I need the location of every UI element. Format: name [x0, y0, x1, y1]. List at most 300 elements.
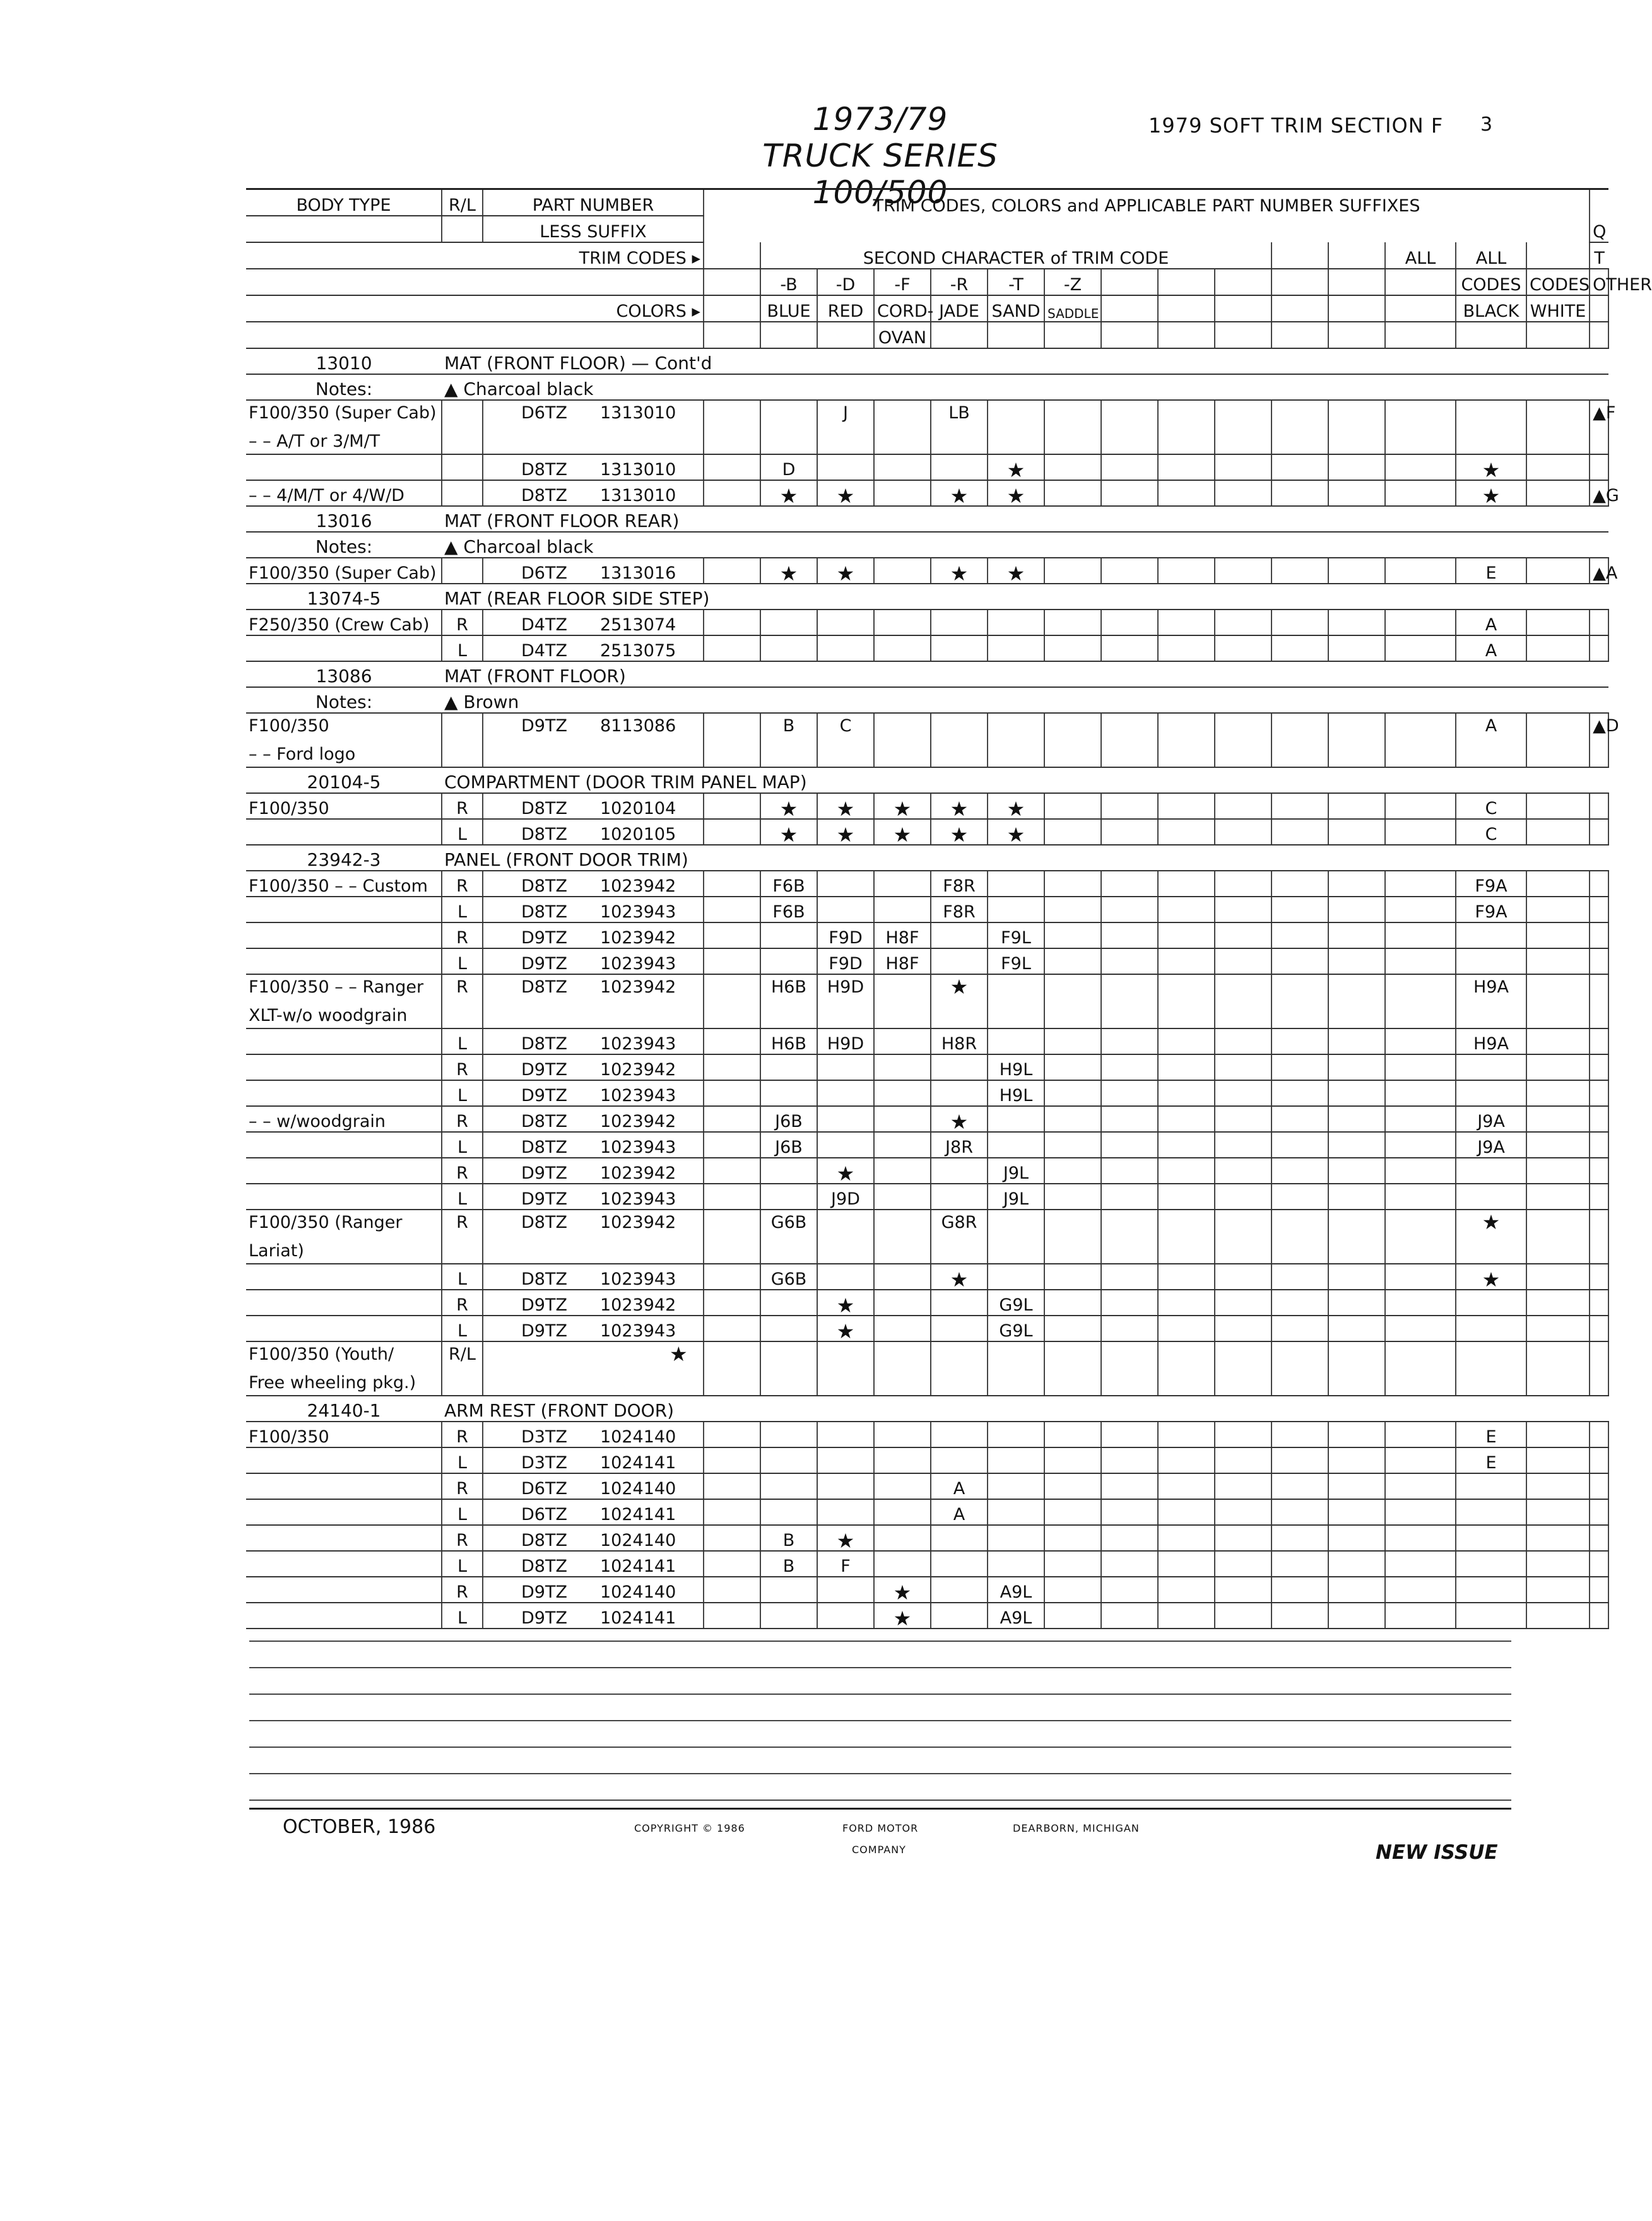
black-code-cell: ★: [1456, 1210, 1526, 1264]
trim-code-cell-6: [1101, 1264, 1158, 1290]
trim-code-cell-1: H9D: [817, 974, 874, 1028]
rl-cell: R: [442, 871, 483, 897]
part-prefix: D3TZ: [521, 1453, 567, 1473]
footer-rule: [249, 1808, 1511, 1810]
table-row: [246, 480, 1608, 506]
trim-code-cell-7: [1158, 635, 1215, 661]
trim-code-cell-9: [1271, 793, 1328, 819]
white-code-cell: [1526, 948, 1590, 974]
part-number: 1024140: [600, 1427, 676, 1447]
trim-code-cell-9: [1271, 897, 1328, 922]
part-number-cell: [483, 1525, 704, 1551]
rl-cell: R: [442, 1106, 483, 1132]
table-row: [246, 897, 1608, 922]
trim-code-cell-11: [1385, 1473, 1456, 1499]
trim-code-cell-8: [1215, 922, 1271, 948]
trim-code-cell-6: [1101, 1184, 1158, 1210]
trim-code-cell-5: [1044, 1132, 1101, 1158]
trim-code-cell-7: [1158, 1316, 1215, 1341]
trim-code-cell-8: [1215, 1525, 1271, 1551]
trim-code-cell-11: [1385, 871, 1456, 897]
other-code-cell: [1590, 871, 1608, 897]
other-code-cell: [1590, 1106, 1608, 1132]
part-prefix: D8TZ: [521, 1531, 567, 1550]
part-number-cell: [483, 793, 704, 819]
rl-cell: R: [442, 1054, 483, 1080]
section-description: MAT (FRONT FLOOR REAR): [442, 506, 1608, 532]
trim-code-cell-8: [1215, 1054, 1271, 1080]
trim-code-cell-5: [1044, 922, 1101, 948]
white-code-cell: [1526, 1080, 1590, 1106]
trim-code-cell-10: [1328, 1603, 1385, 1629]
part-number: 1023943: [600, 1189, 676, 1209]
trim-code-cell-7: [1158, 1264, 1215, 1290]
trim-code-cell-5: [1044, 819, 1101, 845]
trim-code-cell-6: [1101, 948, 1158, 974]
qty-q: Q: [1590, 216, 1608, 242]
section-heading-row: [246, 506, 1608, 532]
part-prefix: D8TZ: [521, 1138, 567, 1157]
trim-code-cell-6: [1101, 897, 1158, 922]
white-code-cell: [1526, 897, 1590, 922]
section-number: 13010: [246, 348, 442, 374]
trim-code-cell-4: [988, 610, 1044, 635]
rl-cell: L: [442, 1447, 483, 1473]
table-row: [246, 1551, 1608, 1577]
section-number: 13016: [246, 506, 442, 532]
trim-code-cell-2: [874, 1290, 931, 1316]
trim-code-cell-7: [1158, 1341, 1215, 1396]
body-type-cell: [246, 948, 442, 974]
trim-code-cell-4: [988, 1499, 1044, 1525]
trim-code-cell-1: [817, 454, 874, 480]
trim-code-cell-9: [1271, 1106, 1328, 1132]
part-number-cell: [483, 1080, 704, 1106]
trim-code-cell-2: H8F: [874, 948, 931, 974]
trim-code-cell-5: [1044, 1264, 1101, 1290]
col-body-type: BODY TYPE: [246, 189, 442, 216]
trim-code-cell-6: [1101, 454, 1158, 480]
trim-code-cell-3: [931, 1341, 988, 1396]
rl-cell: R: [442, 922, 483, 948]
trim-code-cell-6: [1101, 1316, 1158, 1341]
notes-label: Notes:: [246, 532, 442, 558]
body-type: – – w/woodgrain: [249, 1112, 386, 1131]
trim-code-cell-9: [1271, 1290, 1328, 1316]
white-code-cell: [1526, 1499, 1590, 1525]
part-prefix: D8TZ: [521, 902, 567, 922]
trim-code-cell-9: [1271, 1132, 1328, 1158]
other-code-cell: ▲G: [1590, 480, 1608, 506]
trim-code-cell-9: [1271, 1080, 1328, 1106]
color-col2-2: OVAN: [874, 322, 931, 348]
trim-code-cell-3: [931, 1054, 988, 1080]
qty-t: T: [1590, 242, 1608, 269]
rl-cell: R: [442, 1525, 483, 1551]
section-number: 24140-1: [246, 1396, 442, 1422]
trim-code-cell-11: [1385, 1551, 1456, 1577]
trim-code-cell-3: [931, 713, 988, 767]
trim-code-cell-6: [1101, 1054, 1158, 1080]
trim-code-cell-0: [760, 1341, 817, 1396]
rl-cell: L: [442, 635, 483, 661]
trim-code-cell-0: [760, 1184, 817, 1210]
trim-code-cell-1: [817, 897, 874, 922]
section-label: 1979 SOFT TRIM SECTION F: [1148, 114, 1444, 138]
body-type-cell: [246, 454, 442, 480]
trim-code-cell-3: [931, 454, 988, 480]
trim-code-cell-3: [931, 1290, 988, 1316]
trim-code-cell-3: [931, 635, 988, 661]
other-code-cell: [1590, 897, 1608, 922]
trim-code-cell-5: [1044, 1316, 1101, 1341]
trim-code-cell-5: [1044, 1422, 1101, 1447]
body-type-cell: [246, 1184, 442, 1210]
trim-code-cell-2: [874, 1473, 931, 1499]
trim-code-cell-10: [1328, 922, 1385, 948]
trim-code-cell-11: [1385, 558, 1456, 584]
part-prefix: D8TZ: [521, 799, 567, 818]
trim-code-cell-11: [1385, 922, 1456, 948]
trim-code-cell-7: [1158, 480, 1215, 506]
part-number: 1024140: [600, 1531, 676, 1550]
new-issue-label: NEW ISSUE: [1376, 1841, 1498, 1864]
body-type-cell: [246, 1290, 442, 1316]
other-code-cell: [1590, 1499, 1608, 1525]
trim-code-cell-8: [1215, 1316, 1271, 1341]
trim-code-cell-1: [817, 1422, 874, 1447]
trim-code-cell-1: ★: [817, 558, 874, 584]
trim-code-cell-1: [817, 1132, 874, 1158]
part-number-cell: [483, 1316, 704, 1341]
trim-code-cell-4: [988, 635, 1044, 661]
trim-code-cell-9: [1271, 871, 1328, 897]
color-col-4: SAND: [988, 295, 1044, 322]
trim-code-cell-9: [1271, 1577, 1328, 1603]
color-col-3: JADE: [931, 295, 988, 322]
part-prefix: D9TZ: [521, 1164, 567, 1183]
trim-code-cell-2: [874, 1106, 931, 1132]
trim-code-cell-1: J9D: [817, 1184, 874, 1210]
trim-code-cell-2: H8F: [874, 922, 931, 948]
trim-code-cell-3: LB: [931, 400, 988, 454]
black-code-cell: [1456, 1184, 1526, 1210]
black-code-cell: H9A: [1456, 1028, 1526, 1054]
part-prefix: D8TZ: [521, 825, 567, 844]
rl-cell: L: [442, 819, 483, 845]
trim-code-cell-3: [931, 922, 988, 948]
other-code-cell: ▲A: [1590, 558, 1608, 584]
trim-code-cell-10: [1328, 1290, 1385, 1316]
trim-code-cell-10: [1328, 1264, 1385, 1290]
trim-code-cell-0: H6B: [760, 1028, 817, 1054]
trim-code-cell-1: ★: [817, 480, 874, 506]
page-number: 3: [1480, 114, 1493, 136]
part-number-cell: [483, 1473, 704, 1499]
trim-code-cell-9: [1271, 1422, 1328, 1447]
black-code-cell: [1456, 1158, 1526, 1184]
trim-code-cell-1: ★: [817, 1290, 874, 1316]
rl-cell: R: [442, 793, 483, 819]
rl-cell: [442, 454, 483, 480]
trim-code-cell-10: [1328, 1525, 1385, 1551]
trim-code-cell-0: F6B: [760, 871, 817, 897]
white-code-cell: [1526, 1264, 1590, 1290]
trim-code-cell-7: [1158, 1499, 1215, 1525]
trim-code-cell-7: [1158, 1525, 1215, 1551]
section-description: COMPARTMENT (DOOR TRIM PANEL MAP): [442, 767, 1608, 793]
black-code-cell: [1456, 400, 1526, 454]
trim-code-cell-0: [760, 610, 817, 635]
color-col-0: BLUE: [760, 295, 817, 322]
codes-white: CODES: [1526, 269, 1590, 295]
trim-code-cell-4: G9L: [988, 1316, 1044, 1341]
black-code-cell: ★: [1456, 480, 1526, 506]
suffix-col-3: -R: [931, 269, 988, 295]
part-number-cell: [483, 819, 704, 845]
part-number: 1023942: [600, 977, 676, 997]
part-prefix: D6TZ: [521, 1505, 567, 1524]
other-code-cell: [1590, 610, 1608, 635]
trim-code-cell-3: [931, 948, 988, 974]
part-number-cell: [483, 1341, 704, 1396]
table-row: [246, 1499, 1608, 1525]
rl-cell: R: [442, 1210, 483, 1264]
part-number: 1023943: [600, 1034, 676, 1054]
trim-code-cell-3: A: [931, 1499, 988, 1525]
section-number: 13074-5: [246, 584, 442, 610]
trim-code-cell-0: B: [760, 1525, 817, 1551]
trim-code-cell-8: [1215, 454, 1271, 480]
part-number-cell: [483, 897, 704, 922]
trim-code-cell-9: [1271, 1525, 1328, 1551]
section-number: 20104-5: [246, 767, 442, 793]
part-prefix: D8TZ: [521, 1557, 567, 1576]
rl-cell: L: [442, 1603, 483, 1629]
trim-code-cell-0: F6B: [760, 897, 817, 922]
trim-code-cell-2: [874, 1132, 931, 1158]
black-code-cell: H9A: [1456, 974, 1526, 1028]
trim-code-cell-9: [1271, 1551, 1328, 1577]
rl-cell: R: [442, 610, 483, 635]
white-code-cell: [1526, 974, 1590, 1028]
trim-code-cell-5: [1044, 558, 1101, 584]
trim-code-cell-5: [1044, 1341, 1101, 1396]
trim-code-cell-9: [1271, 974, 1328, 1028]
trim-code-cell-8: [1215, 558, 1271, 584]
trim-code-cell-3: [931, 1080, 988, 1106]
table-row: [246, 1210, 1608, 1264]
trim-code-cell-5: [1044, 793, 1101, 819]
trim-code-cell-0: J6B: [760, 1106, 817, 1132]
trim-code-cell-10: [1328, 974, 1385, 1028]
rl-cell: [442, 713, 483, 767]
trim-code-cell-3: [931, 1422, 988, 1447]
black-code-cell: C: [1456, 819, 1526, 845]
trim-code-cell-4: [988, 1132, 1044, 1158]
white-code-cell: [1526, 793, 1590, 819]
trim-code-cell-2: ★: [874, 1603, 931, 1629]
body-type: – – 4/M/T or 4/W/D: [249, 486, 404, 505]
trim-code-cell-8: [1215, 610, 1271, 635]
part-number: 1024141: [600, 1557, 676, 1576]
white-code-cell: [1526, 1422, 1590, 1447]
trim-code-cell-0: [760, 1499, 817, 1525]
body-type-cell: [246, 558, 442, 584]
body-type-cell: [246, 1603, 442, 1629]
trim-code-cell-0: [760, 1422, 817, 1447]
body-type-cell: [246, 897, 442, 922]
trim-code-cell-4: [988, 1210, 1044, 1264]
part-prefix: D8TZ: [521, 977, 567, 997]
table-row: [246, 400, 1608, 454]
trim-code-cell-2: [874, 1447, 931, 1473]
trim-code-cell-6: [1101, 1132, 1158, 1158]
trim-code-cell-4: [988, 1422, 1044, 1447]
part-prefix: D8TZ: [521, 486, 567, 505]
trim-code-cell-8: [1215, 635, 1271, 661]
trim-code-cell-1: [817, 635, 874, 661]
rl-cell: R/L: [442, 1341, 483, 1396]
trim-code-cell-9: [1271, 1473, 1328, 1499]
black-code-cell: [1456, 922, 1526, 948]
black-code-cell: E: [1456, 1447, 1526, 1473]
body-type: F100/350 (Super Cab): [249, 563, 437, 583]
black-code-cell: [1456, 1316, 1526, 1341]
trim-code-cell-5: [1044, 1603, 1101, 1629]
title-years: 1973/79: [812, 101, 948, 138]
trim-code-cell-2: [874, 1080, 931, 1106]
part-number: 1020105: [600, 825, 676, 844]
trim-code-cell-4: A9L: [988, 1603, 1044, 1629]
part-prefix: D9TZ: [521, 1582, 567, 1602]
trim-code-cell-5: [1044, 1054, 1101, 1080]
part-number-cell: [483, 871, 704, 897]
notes-label: Notes:: [246, 374, 442, 400]
part-prefix: D6TZ: [521, 403, 567, 423]
rl-cell: R: [442, 1290, 483, 1316]
black-code-cell: [1456, 948, 1526, 974]
trim-code-cell-4: ★: [988, 793, 1044, 819]
trim-code-cell-5: [1044, 1447, 1101, 1473]
section-heading-row: [246, 348, 1608, 374]
trim-code-cell-9: [1271, 1158, 1328, 1184]
trim-code-cell-7: [1158, 610, 1215, 635]
black-code-cell: A: [1456, 610, 1526, 635]
white-code-cell: [1526, 635, 1590, 661]
trim-code-cell-9: [1271, 480, 1328, 506]
table-row: [246, 1316, 1608, 1341]
trim-code-cell-3: [931, 1184, 988, 1210]
trim-code-cell-5: [1044, 1551, 1101, 1577]
black-code-cell: [1456, 1577, 1526, 1603]
part-prefix: D8TZ: [521, 1213, 567, 1232]
body-type-cell: [246, 974, 442, 1028]
section-number: 23942-3: [246, 845, 442, 871]
trim-code-cell-8: [1215, 1080, 1271, 1106]
other-code-cell: [1590, 1264, 1608, 1290]
table-row: [246, 1054, 1608, 1080]
part-number: 1023942: [600, 1060, 676, 1080]
part-number-cell: [483, 635, 704, 661]
body-type: F100/350: [249, 799, 329, 818]
trim-code-cell-0: [760, 1603, 817, 1629]
other-code-cell: [1590, 1028, 1608, 1054]
black-code-cell: [1456, 1290, 1526, 1316]
body-type-cell: [246, 1054, 442, 1080]
table-row: [246, 819, 1608, 845]
part-number-cell: [483, 922, 704, 948]
part-number: 1313010: [600, 460, 676, 480]
black-code-cell: [1456, 1080, 1526, 1106]
color-col2-3: [931, 322, 988, 348]
trim-code-cell-6: [1101, 635, 1158, 661]
trim-code-cell-8: [1215, 1028, 1271, 1054]
table-row: [246, 454, 1608, 480]
trim-code-cell-11: [1385, 1341, 1456, 1396]
white-code-cell: [1526, 1106, 1590, 1132]
trim-code-cell-7: [1158, 922, 1215, 948]
trim-code-cell-4: F9L: [988, 922, 1044, 948]
part-number-cell: [483, 1132, 704, 1158]
trim-code-cell-11: [1385, 819, 1456, 845]
trim-code-cell-0: [760, 948, 817, 974]
trim-code-cell-9: [1271, 610, 1328, 635]
trim-code-cell-10: [1328, 558, 1385, 584]
trim-code-cell-7: [1158, 1603, 1215, 1629]
trim-code-cell-11: [1385, 1080, 1456, 1106]
trim-code-cell-4: ★: [988, 558, 1044, 584]
trim-code-cell-11: [1385, 1290, 1456, 1316]
white-code-cell: [1526, 610, 1590, 635]
trim-code-cell-3: [931, 1603, 988, 1629]
black-code-cell: [1456, 1551, 1526, 1577]
blank-ruled-lines: [249, 1641, 1511, 1826]
other-code-cell: [1590, 1210, 1608, 1264]
section-description: MAT (REAR FLOOR SIDE STEP): [442, 584, 1608, 610]
trim-code-cell-4: ★: [988, 480, 1044, 506]
trim-code-cell-4: [988, 713, 1044, 767]
black-code-cell: J9A: [1456, 1106, 1526, 1132]
part-number-cell: [483, 610, 704, 635]
trim-code-cell-10: [1328, 713, 1385, 767]
trim-code-cell-3: [931, 1316, 988, 1341]
trim-code-cell-0: ★: [760, 819, 817, 845]
table-row: [246, 1290, 1608, 1316]
table-row: [246, 1264, 1608, 1290]
body-type: F100/350 (Super Cab): [249, 403, 437, 423]
trim-code-cell-3: H8R: [931, 1028, 988, 1054]
white-code-cell: [1526, 713, 1590, 767]
trim-code-cell-3: G8R: [931, 1210, 988, 1264]
trim-code-cell-3: [931, 1551, 988, 1577]
colors-white: WHITE: [1526, 295, 1590, 322]
trim-code-cell-11: [1385, 1158, 1456, 1184]
trim-code-cell-3: ★: [931, 819, 988, 845]
trim-code-cell-6: [1101, 713, 1158, 767]
other-code-cell: [1590, 1473, 1608, 1499]
part-number: 1023942: [600, 1213, 676, 1232]
trim-code-cell-2: [874, 974, 931, 1028]
part-number: 1024141: [600, 1505, 676, 1524]
trim-code-cell-5: [1044, 1525, 1101, 1551]
part-prefix: D9TZ: [521, 928, 567, 948]
trim-code-cell-9: [1271, 1603, 1328, 1629]
trim-code-cell-1: [817, 1210, 874, 1264]
trim-code-cell-3: [931, 1447, 988, 1473]
trim-code-cell-10: [1328, 1422, 1385, 1447]
second-char-header: SECOND CHARACTER of TRIM CODE: [760, 242, 1271, 269]
